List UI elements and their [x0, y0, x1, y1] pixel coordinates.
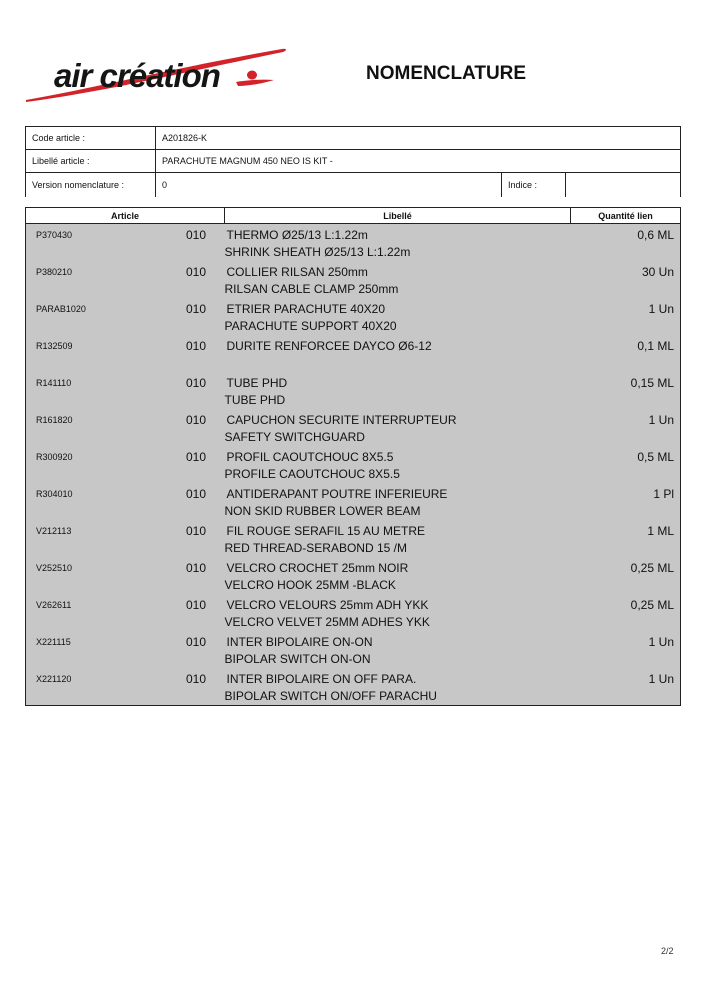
libelle-en: VELCRO HOOK 25MM -BLACK	[224, 578, 396, 592]
article-code: P370430	[36, 230, 73, 240]
column-header-libelle: Libellé	[225, 208, 571, 224]
table-row	[26, 335, 681, 372]
article-code: PARAB1020	[36, 304, 86, 314]
table-row	[26, 409, 681, 446]
code-article-label: Code article :	[26, 127, 156, 150]
libelle-en: VELCRO VELVET 25MM ADHES YKK	[224, 615, 430, 629]
libelle-article-value: PARACHUTE MAGNUM 450 NEO IS KIT -	[156, 150, 681, 173]
operation-code: 010	[186, 524, 207, 538]
article-code: R304010	[36, 489, 73, 499]
components-header-row	[26, 208, 681, 224]
libelle-article-label: Libellé article :	[26, 150, 156, 173]
quantity-value: 0,5 ML	[637, 450, 674, 464]
table-row	[26, 224, 681, 262]
article-cell	[26, 631, 225, 668]
article-cell	[26, 224, 225, 262]
libelle-cell	[225, 483, 571, 520]
libelle-cell	[225, 594, 571, 631]
libelle-fr: ETRIER PARACHUTE 40X20	[226, 302, 385, 316]
table-row	[26, 372, 681, 409]
article-cell	[26, 557, 225, 594]
indice-value	[566, 173, 681, 198]
quantity-value: 0,25 ML	[630, 598, 674, 612]
quantity-cell	[571, 446, 681, 483]
article-cell	[26, 261, 225, 298]
article-cell	[26, 483, 225, 520]
article-cell	[26, 594, 225, 631]
indice-label: Indice :	[502, 173, 566, 198]
article-code: R300920	[36, 452, 73, 462]
libelle-fr: VELCRO VELOURS 25mm ADH YKK	[226, 598, 429, 612]
libelle-en: NON SKID RUBBER LOWER BEAM	[224, 504, 421, 518]
article-cell	[26, 372, 225, 409]
table-row	[26, 520, 681, 557]
article-code: X221115	[36, 637, 71, 647]
libelle-fr: FIL ROUGE SERAFIL 15 AU METRE	[226, 524, 425, 538]
operation-code: 010	[186, 376, 207, 390]
version-value: 0	[156, 173, 502, 198]
libelle-fr: TUBE PHD	[226, 376, 288, 390]
table-row	[26, 446, 681, 483]
article-code: V212113	[36, 526, 72, 536]
column-header-quantite: Quantité lien	[571, 208, 681, 224]
libelle-en: SAFETY SWITCHGUARD	[224, 430, 365, 444]
libelle-cell	[225, 335, 571, 372]
components-table	[25, 207, 681, 706]
libelle-en: TUBE PHD	[224, 393, 286, 407]
page-number: 2/2	[661, 946, 674, 956]
libelle-cell	[225, 409, 571, 446]
quantity-value: 1 Un	[648, 413, 674, 427]
components-body	[26, 224, 681, 706]
quantity-value: 0,6 ML	[637, 228, 674, 242]
libelle-fr: COLLIER RILSAN 250mm	[226, 265, 368, 279]
quantity-value: 1 Un	[648, 635, 674, 649]
article-cell	[26, 409, 225, 446]
libelle-fr: INTER BIPOLAIRE ON OFF PARA.	[226, 672, 417, 686]
quantity-cell	[571, 409, 681, 446]
quantity-value: 0,25 ML	[630, 561, 674, 575]
operation-code: 010	[186, 265, 207, 279]
document-title: NOMENCLATURE	[366, 63, 527, 84]
libelle-cell	[225, 557, 571, 594]
quantity-value: 0,15 ML	[630, 376, 674, 390]
libelle-cell	[225, 298, 571, 335]
table-row	[26, 594, 681, 631]
libelle-fr: ANTIDERAPANT POUTRE INFERIEURE	[226, 487, 448, 501]
libelle-fr: INTER BIPOLAIRE ON-ON	[226, 635, 373, 649]
libelle-en: BIPOLAR SWITCH ON/OFF PARACHU	[224, 689, 437, 703]
operation-code: 010	[186, 635, 207, 649]
article-code: R141110	[36, 378, 72, 388]
libelle-cell	[225, 668, 571, 706]
quantity-value: 30 Un	[641, 265, 674, 279]
libelle-fr: PROFIL CAOUTCHOUC 8X5.5	[226, 450, 394, 464]
article-info-table	[25, 126, 681, 197]
quantity-cell	[571, 224, 681, 262]
logo-text: air création	[54, 57, 220, 94]
quantity-cell	[571, 335, 681, 372]
libelle-cell	[225, 446, 571, 483]
operation-code: 010	[186, 487, 207, 501]
libelle-cell	[225, 261, 571, 298]
article-code: V262611	[36, 600, 72, 610]
article-cell	[26, 446, 225, 483]
operation-code: 010	[186, 598, 207, 612]
libelle-en: PROFILE CAOUTCHOUC 8X5.5	[224, 467, 400, 481]
table-row	[26, 631, 681, 668]
quantity-value: 1 Un	[648, 302, 674, 316]
operation-code: 010	[186, 672, 207, 686]
libelle-cell	[225, 224, 571, 262]
operation-code: 010	[186, 302, 207, 316]
table-row	[26, 483, 681, 520]
libelle-fr: DURITE RENFORCEE DAYCO Ø6-12	[226, 339, 432, 353]
operation-code: 010	[186, 450, 207, 464]
company-logo	[24, 40, 294, 112]
quantity-cell	[571, 668, 681, 706]
table-row	[26, 261, 681, 298]
libelle-cell	[225, 631, 571, 668]
operation-code: 010	[186, 413, 207, 427]
libelle-en: SHRINK SHEATH Ø25/13 L:1.22m	[224, 245, 411, 259]
operation-code: 010	[186, 339, 207, 353]
operation-code: 010	[186, 561, 207, 575]
libelle-fr: THERMO Ø25/13 L:1.22m	[226, 228, 368, 242]
libelle-en: PARACHUTE SUPPORT 40X20	[224, 319, 397, 333]
quantity-value: 1 Pl	[653, 487, 674, 501]
version-label: Version nomenclature :	[26, 173, 156, 198]
article-code: R161820	[36, 415, 73, 425]
operation-code: 010	[186, 228, 207, 242]
libelle-en: BIPOLAR SWITCH ON-ON	[224, 652, 371, 666]
quantity-value: 1 Un	[648, 672, 674, 686]
quantity-cell	[571, 261, 681, 298]
libelle-fr: VELCRO CROCHET 25mm NOIR	[226, 561, 409, 575]
quantity-cell	[571, 631, 681, 668]
article-code: X221120	[36, 674, 72, 684]
quantity-value: 0,1 ML	[637, 339, 674, 353]
table-row	[26, 668, 681, 706]
article-cell	[26, 298, 225, 335]
article-cell	[26, 520, 225, 557]
quantity-cell	[571, 520, 681, 557]
libelle-en: RILSAN CABLE CLAMP 250mm	[224, 282, 399, 296]
quantity-cell	[571, 298, 681, 335]
table-row	[26, 557, 681, 594]
quantity-cell	[571, 594, 681, 631]
libelle-fr: CAPUCHON SECURITE INTERRUPTEUR	[226, 413, 457, 427]
table-row	[26, 298, 681, 335]
article-cell	[26, 668, 225, 706]
code-article-value: A201826-K	[156, 127, 681, 150]
libelle-en: RED THREAD-SERABOND 15 /M	[224, 541, 407, 555]
libelle-cell	[225, 520, 571, 557]
article-code: R132509	[36, 341, 73, 351]
column-header-article: Article	[26, 208, 225, 224]
quantity-value: 1 ML	[647, 524, 674, 538]
article-code: V252510	[36, 563, 73, 573]
article-code: P380210	[36, 267, 73, 277]
quantity-cell	[571, 557, 681, 594]
quantity-cell	[571, 483, 681, 520]
article-cell	[26, 335, 225, 372]
libelle-cell	[225, 372, 571, 409]
quantity-cell	[571, 372, 681, 409]
